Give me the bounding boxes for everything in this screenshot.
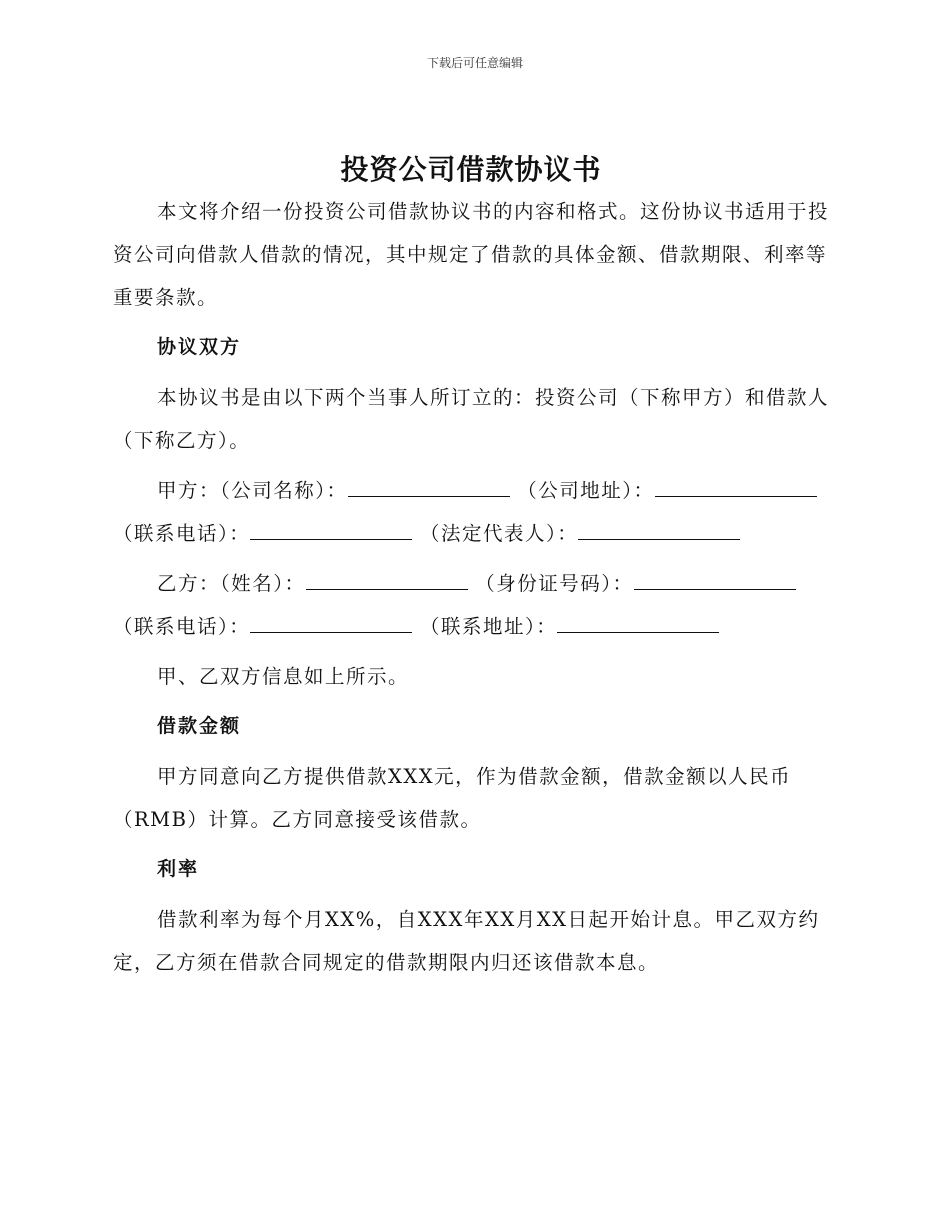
party-a-phone-label: （联系电话）：: [113, 522, 251, 545]
heading-amount: 借款金额: [157, 715, 242, 737]
rate-paragraph: 借款利率为每个月XX%，自XXX年XX月XX日起开始计息。甲乙双方约定，乙方须在借款合同规定的借款期限内归还该借款本息。: [113, 908, 820, 974]
party-a-company-address-blank: [655, 476, 817, 497]
party-a-phone-blank: [250, 519, 412, 540]
document-title: 投资公司借款协议书: [340, 153, 602, 186]
party-a-label: 甲方：: [157, 479, 221, 502]
heading-rate: 利率: [157, 858, 200, 880]
party-b-id-label: （身份证号码）：: [475, 572, 634, 595]
party-a-legal-rep-label: （法定代表人）：: [419, 522, 579, 545]
party-a-company-name-blank: [348, 476, 510, 497]
party-a-legal-rep-blank: [578, 519, 740, 540]
party-a-company-name-label: （公司名称）：: [220, 479, 348, 502]
document-body: [113, 150, 829, 984]
party-b-name-label: （姓名）：: [220, 572, 306, 595]
parties-closing: 甲、乙双方信息如上所示。: [157, 665, 410, 688]
heading-parties: 协议双方: [157, 336, 242, 358]
party-a-company-address-label: （公司地址）：: [517, 479, 655, 502]
party-b-address-label: （联系地址）：: [419, 615, 558, 638]
party-b-block: [113, 562, 829, 648]
parties-paragraph: 本协议书是由以下两个当事人所订立的：投资公司（下称甲方）和借款人（下称乙方）。: [113, 386, 830, 452]
intro-paragraph: 本文将介绍一份投资公司借款协议书的内容和格式。这份协议书适用于投资公司向借款人借款的情况，其中规定了借款的具体金额、借款期限、利率等重要条款。: [113, 200, 830, 309]
party-b-phone-blank: [250, 612, 412, 633]
amount-paragraph: 甲方同意向乙方提供借款XXX元，作为借款金额，借款金额以人民币（RMB）计算。乙方同意接受该借款。: [113, 765, 792, 831]
party-b-phone-label: （联系电话）：: [113, 615, 251, 638]
header-note: 下载后可任意编辑: [426, 56, 523, 70]
party-b-label: 乙方：: [157, 572, 221, 595]
party-a-block: [113, 469, 829, 555]
party-b-address-blank: [557, 612, 719, 633]
party-b-name-blank: [306, 569, 468, 590]
party-b-id-blank: [634, 569, 796, 590]
